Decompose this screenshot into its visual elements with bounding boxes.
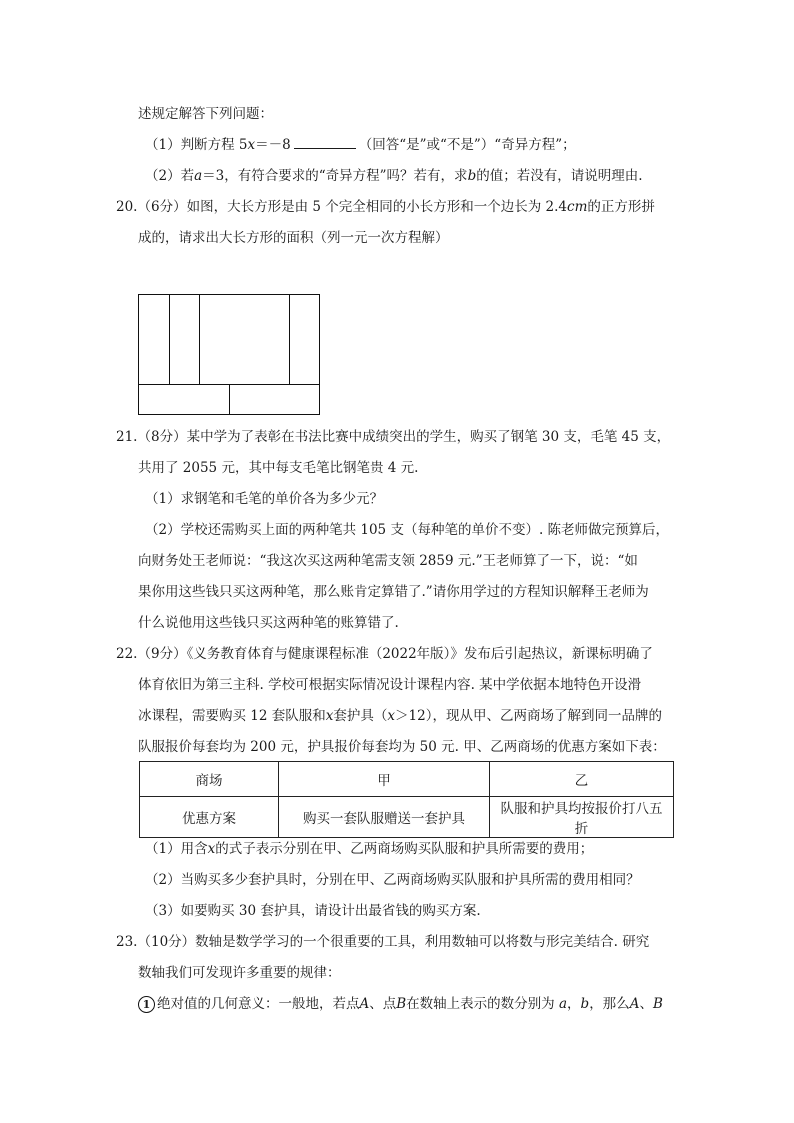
figure-divider (169, 295, 170, 385)
rectangle-figure (138, 294, 320, 415)
q22-part2: （2）当购买多少套护具时，分别在甲、乙两商场购买队服和护具所需的费用相同？ (145, 872, 640, 888)
q21-line2: 共用了 2055 元，其中每支毛笔比钢笔贵 4 元. (138, 460, 419, 476)
q19-part2: （2）若a＝3，有符合要求的“奇异方程”吗？若有，求b的值；若没有，请说明理由. (145, 168, 643, 184)
question-number: 23. (116, 934, 138, 950)
table-header-cell: 乙 (490, 762, 674, 797)
q22-line2: 体育依旧为第三主科. 学校可根据实际情况设计课程内容. 某中学依据本地特色开设滑 (138, 677, 642, 693)
q21-line1: 21.（8分）某中学为了表彰在书法比赛中成绩突出的学生，购买了钢笔 30 支，毛笔 45 支， (116, 429, 671, 445)
table-header-row (140, 762, 674, 797)
answer-blank[interactable] (294, 135, 356, 149)
figure-divider (199, 295, 200, 385)
q23-line2: 数轴我们可发现许多重要的规律： (138, 965, 341, 981)
table-header-cell: 甲 (279, 762, 490, 797)
question-number: 21. (116, 429, 138, 445)
q22-line3: 冰课程，需要购买 12 套队服和x套护具（x＞12），现从甲、乙两商场了解到同一品牌的 (138, 708, 662, 724)
q22-line4: 队服报价每套均为 200 元，护具报价每套均为 50 元. 甲、乙两商场的优惠方案如下表： (138, 739, 666, 755)
table-header-cell: 商场 (140, 762, 279, 797)
q22-line1: 22.（9分）《义务教育体育与健康课程标准（2022年版）》发布后引起热议，新课标明确了 (116, 646, 653, 662)
table-cell: 优惠方案 (140, 797, 279, 838)
promotion-table (139, 761, 674, 838)
q20-line1: 20.（6分）如图，大长方形是由 5 个完全相同的小长方形和一个边长为 2.4cm的正方形拼 (116, 199, 655, 215)
q21-part2-cont: 什么说他用这些钱只买这两种笔的账算错了. (138, 615, 399, 631)
table-row (140, 797, 674, 838)
q19-intro: 述规定解答下列问题： (138, 106, 273, 122)
q22-part3: （3）如要购买 30 套护具，请设计出最省钱的购买方案. (145, 903, 481, 919)
table-cell: 队服和护具均按报价打八五折 (490, 797, 674, 838)
q20-line2: 成的，请求出大长方形的面积（列一元一次方程解） (138, 230, 449, 246)
q21-part1: （1）求钢笔和毛笔的单价各为多少元？ (145, 491, 384, 507)
figure-divider (289, 295, 290, 385)
question-number: 22. (116, 646, 138, 662)
q21-part2-cont: 向财务处王老师说：“我这次买这两种笔需支领 2859 元.”王老师算了一下，说：“如 (138, 553, 638, 569)
q23-line1: 23.（10分）数轴是数学学习的一个很重要的工具，利用数轴可以将数与形完美结合. 研究 (116, 934, 650, 950)
q22-part1: （1）用含x的式子表示分别在甲、乙两商场购买队服和护具所需要的费用； (145, 841, 594, 857)
question-number: 20. (116, 199, 138, 215)
circled-number-icon: 1 (138, 996, 155, 1013)
q21-part2-cont: 果你用这些钱只买这两种笔，那么账肯定算错了.”请你用学过的方程知识解释王老师为 (138, 584, 649, 600)
q23-item1: 1 绝对值的几何意义：一般地，若点A、点B在数轴上表示的数分别为 a，b，那么A、B (138, 994, 663, 1014)
q21-part2: （2）学校还需购买上面的两种笔共 105 支（每种笔的单价不变）. 陈老师做完预算后， (145, 522, 670, 538)
figure-divider (229, 385, 230, 415)
table-cell: 购买一套队服赠送一套护具 (279, 797, 490, 838)
q19-part1: （1）判断方程 5x＝－8 （回答“是”或“不是”）“奇异方程”； (145, 137, 576, 153)
